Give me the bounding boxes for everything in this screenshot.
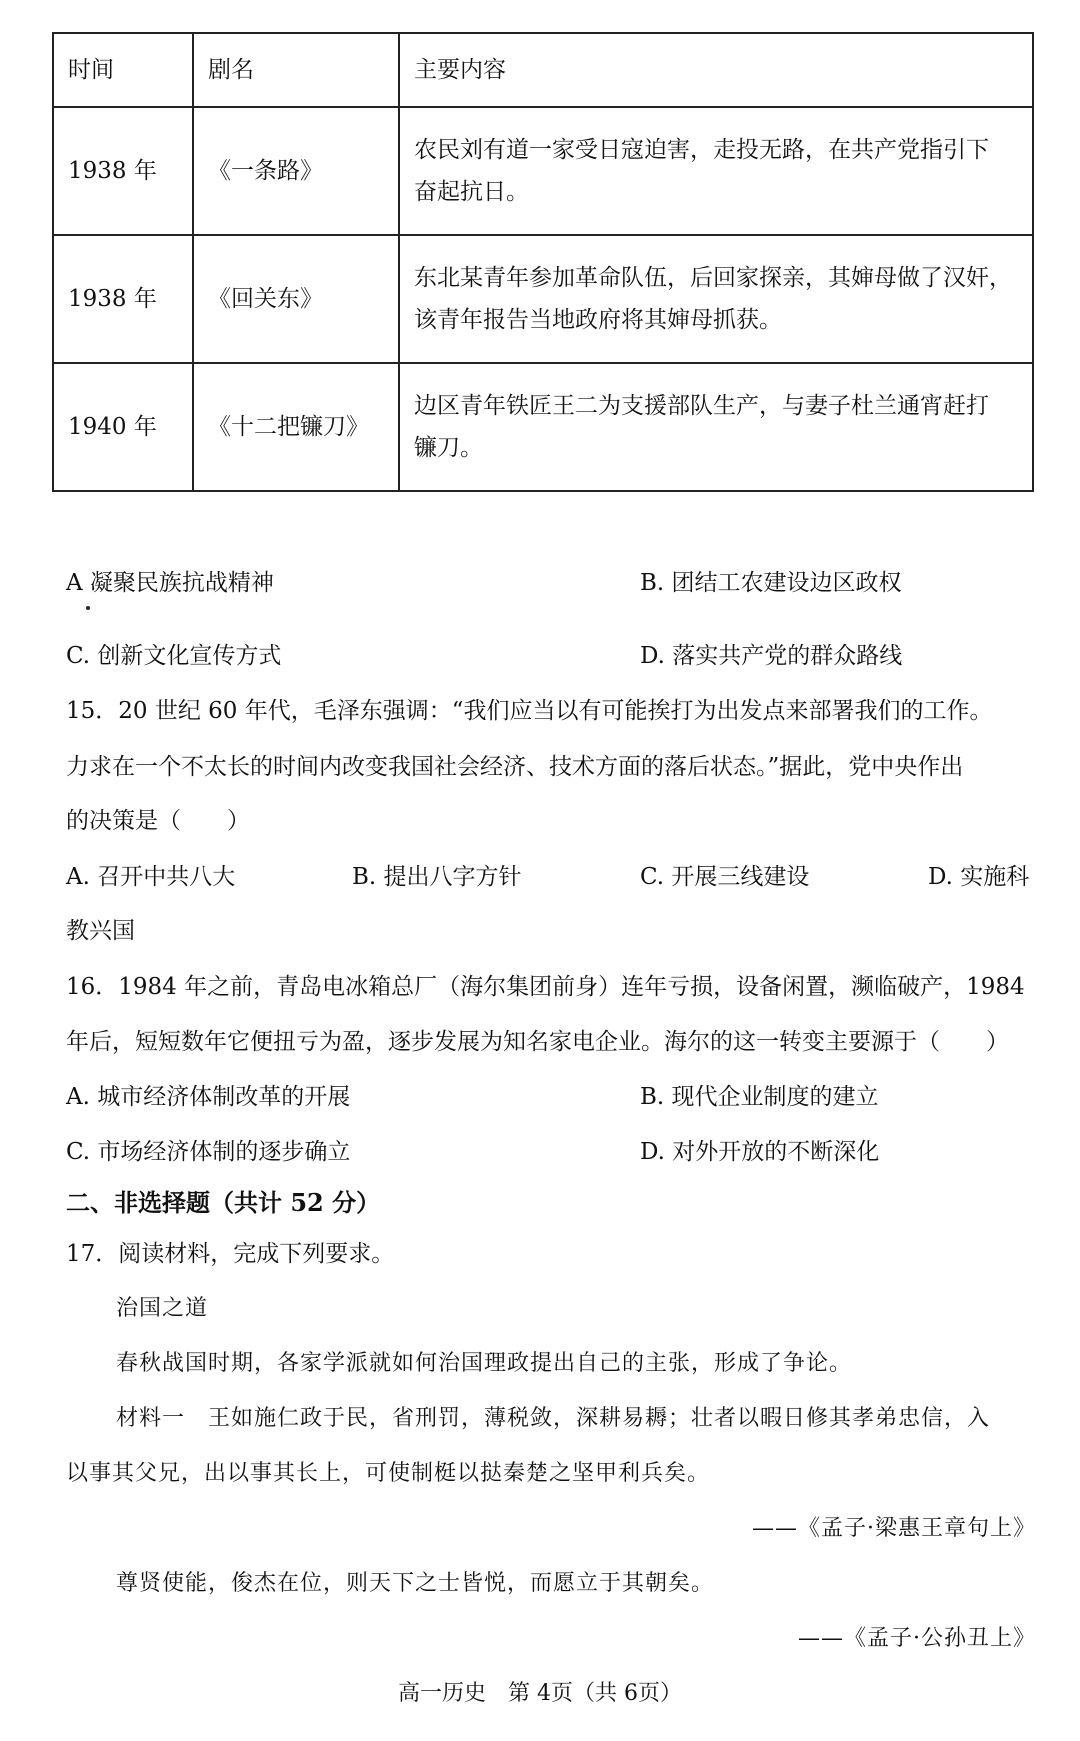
q17-source: ——《孟子·公孙丑上》 [798,1626,1036,1651]
q14-option-a: A 凝聚民族抗战精神 [66,570,274,596]
cell-title: 《回关东》 [193,235,399,363]
cell-content [399,235,1033,363]
page-footer: 高一历史 第 4页（共 6页） [398,1681,682,1706]
q16-option-a: A. 城市经济体制改革的开展 [66,1084,351,1110]
q16-option-c: C. 市场经济体制的逐步确立 [66,1139,351,1165]
q15-option-c: C. 开展三线建设 [640,864,810,890]
q17-intro: 17．阅读材料，完成下列要求。 [66,1241,395,1267]
q15-option-a: A. 召开中共八大 [66,864,236,890]
q17-paragraph: 尊贤使能，俊杰在位，则天下之士皆悦，而愿立于其朝矣。 [116,1571,715,1596]
content-line: 农民刘有道一家受日寇迫害，走投无路，在共产党指引下 [414,137,989,163]
q15-stem-line: 力求在一个不太长的时间内改变我国社会经济、技术方面的落后状态。”据此，党中央作出 [66,754,964,780]
cell-title: 《十二把镰刀》 [193,363,399,491]
table-row [53,107,1033,235]
table-header-row [53,33,1033,107]
q15-option-d-cont: 教兴国 [66,918,135,944]
q17-subtitle: 治国之道 [116,1296,209,1321]
q16-option-b: B. 现代企业制度的建立 [640,1084,879,1110]
q16-stem-line: 16．1984 年之前，青岛电冰箱总厂（海尔集团前身）连年亏损，设备闲置，濒临破产，1984 [66,974,1025,1000]
q15-stem-line: 的决策是（ ） [66,808,250,834]
q17-paragraph: 春秋战国时期，各家学派就如何治国理政提出自己的主张，形成了争论。 [116,1351,853,1376]
table-row [53,235,1033,363]
content-line: 边区青年铁匠王二为支援部队生产，与妻子杜兰通宵赶打 [414,393,989,419]
cell-title: 《一条路》 [193,107,399,235]
header-content: 主要内容 [399,33,1033,107]
section-heading: 二、非选择题（共计 52 分） [66,1188,381,1217]
q16-option-d: D. 对外开放的不断深化 [640,1139,880,1165]
header-time: 时间 [53,33,193,107]
cell-time: 1938 年 [53,107,193,235]
q17-source: ——《孟子·梁惠王章句上》 [752,1516,1036,1541]
table-row [53,363,1033,491]
drama-table [52,32,1034,492]
q14-option-b: B. 团结工农建设边区政权 [640,570,902,596]
header-title: 剧名 [193,33,399,107]
q15-stem-line: 15．20 世纪 60 年代，毛泽东强调：“我们应当以有可能挨打为出发点来部署我们的工作。 [66,698,993,724]
content-line: 该青年报告当地政府将其婶母抓获。 [414,307,782,333]
q14-option-d: D. 落实共产党的群众路线 [640,643,903,669]
q17-material-line: 以事其父兄，出以事其长上，可使制梃以挞秦楚之坚甲利兵矣。 [66,1461,711,1486]
q16-stem-line: 年后，短短数年它便扭亏为盈，逐步发展为知名家电企业。海尔的这一转变主要源于（ ） [66,1029,1009,1055]
q14-option-c: C. 创新文化宣传方式 [66,643,282,669]
content-line: 镰刀。 [414,435,483,461]
cell-time: 1938 年 [53,235,193,363]
cell-time: 1940 年 [53,363,193,491]
content-line: 东北某青年参加革命队伍，后回家探亲，其婶母做了汉奸， [414,265,1012,291]
q15-option-b: B. 提出八字方针 [352,864,522,890]
cell-content [399,107,1033,235]
q17-material-line: 材料一 王如施仁政于民，省刑罚，薄税敛，深耕易耨；壮者以暇日修其孝弟忠信，入 [116,1406,991,1431]
q15-option-d: D. 实施科 [928,864,1030,890]
cell-content [399,363,1033,491]
content-line: 奋起抗日。 [414,179,529,205]
emphasis-dot [86,606,90,610]
